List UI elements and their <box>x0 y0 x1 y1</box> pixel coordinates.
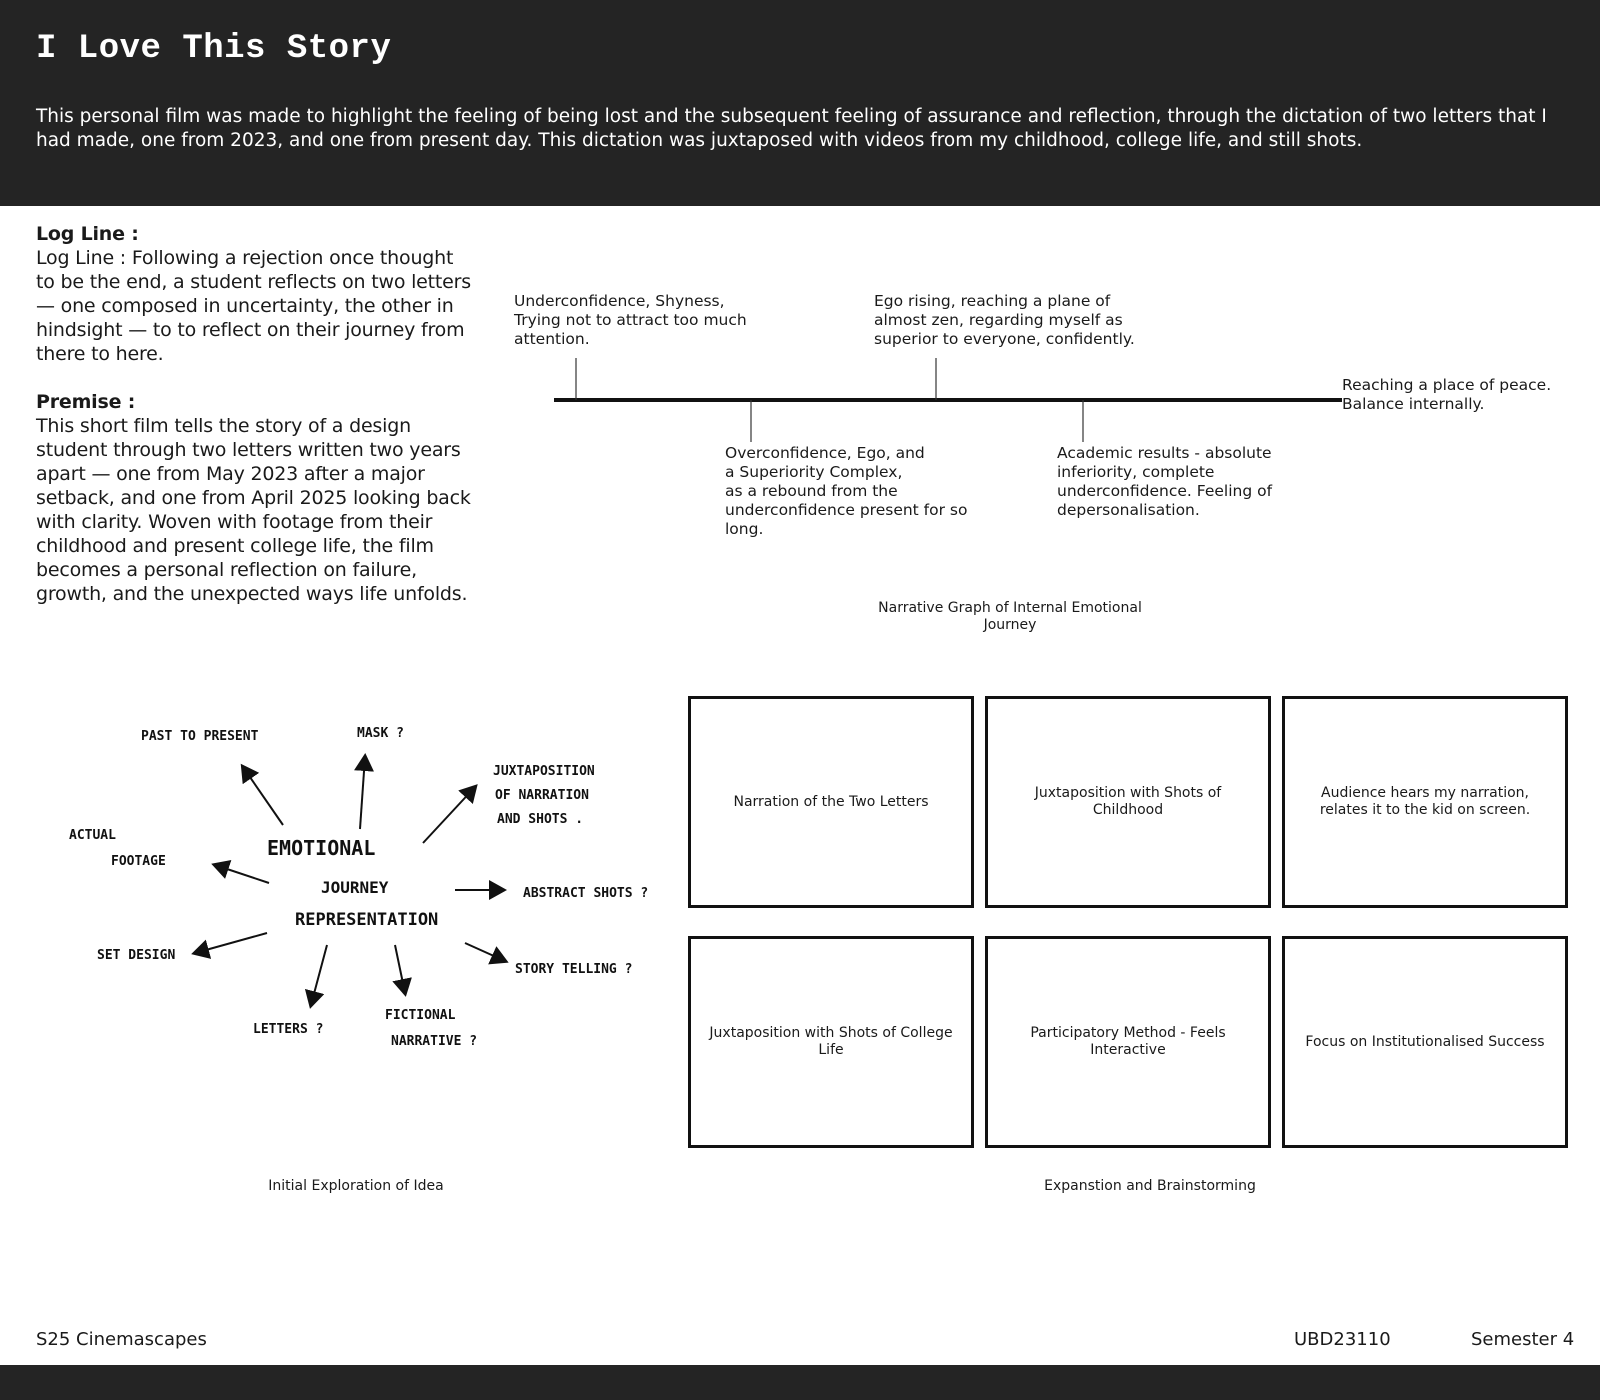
footer-id: UBD23110 <box>1294 1329 1391 1350</box>
brainstorm-grid <box>688 696 1570 1150</box>
footer-semester: Semester 4 <box>1471 1329 1575 1350</box>
mindmap-node: SET DESIGN <box>97 948 176 963</box>
log-line-text: Log Line : Following a rejection once thought to be the end, a student reflects on two letters — one composed in uncertainty, the other in hindsight — to to reflect on their journey from there to here. <box>36 247 471 365</box>
timeline-end-note: Reaching a place of peace. Balance internally. <box>1342 376 1552 413</box>
mindmap-node: FOOTAGE <box>111 854 166 869</box>
mindmap-arrow <box>311 945 327 1005</box>
story-description <box>36 222 476 606</box>
footer-course: S25 Cinemascapes <box>36 1329 207 1350</box>
timeline-note: Ego rising, reaching a plane of almost zen, regarding myself as superior to everyone, confidently. <box>874 292 1135 348</box>
mindmap-arrow <box>215 865 269 883</box>
mindmap-center-line: EMOTIONAL <box>267 836 376 860</box>
mindmap-arrow <box>395 945 405 993</box>
timeline-note: Overconfidence, Ego, and a Superiority Complex, as a rebound from the underconfidence present for so long. <box>725 444 968 538</box>
brainstorm-card: Audience hears my narration, relates it to the kid on screen. <box>1282 696 1568 908</box>
header-band <box>0 0 1600 206</box>
mindmap-arrow <box>195 933 267 953</box>
timeline-note: Underconfidence, Shyness, Trying not to attract too much attention. <box>514 292 747 348</box>
mindmap-node: OF NARRATION <box>495 788 589 803</box>
mindmap-node: STORY TELLING ? <box>515 962 633 977</box>
brainstorm-card: Narration of the Two Letters <box>688 696 974 908</box>
mindmap-node: JUXTAPOSITION <box>493 764 595 779</box>
premise-text: This short film tells the story of a design student through two letters written two years apart — one from May 2023 after a major setback, and one from April 2025 looking back with clarity. Woven with footage from their childhood and present college life, the film becomes a personal reflection on failure, growth, and the unexpected ways life unfolds. <box>36 415 471 605</box>
page-title: I Love This Story <box>36 30 392 68</box>
mindmap-node: FICTIONAL <box>385 1008 456 1023</box>
mindmap-arrow <box>423 787 475 843</box>
brainstorm-card: Focus on Institutionalised Success <box>1282 936 1568 1148</box>
mindmap-node: MASK ? <box>357 726 404 741</box>
brainstorm-card: Juxtaposition with Shots of Childhood <box>985 696 1271 908</box>
mindmap-arrow <box>465 943 505 961</box>
log-line-label: Log Line : <box>36 223 139 245</box>
brainstorm-card: Juxtaposition with Shots of College Life <box>688 936 974 1148</box>
mindmap-center-line: REPRESENTATION <box>295 910 439 930</box>
mindmap-node: AND SHOTS . <box>497 812 584 827</box>
footer-band <box>0 1365 1600 1400</box>
mind-map-sketch <box>55 715 675 1085</box>
timeline-caption: Narrative Graph of Internal Emotional Journey <box>878 600 1142 633</box>
intro-paragraph: This personal film was made to highlight the feeling of being lost and the subsequent feeling of assurance and reflection, through the dictation of two letters that I had made, one from 2023, and one from present day. This dictation was juxtaposed with videos from my childhood, college life, and still shots. <box>36 106 1547 151</box>
mindmap-arrow <box>243 767 283 825</box>
mindmap-arrow <box>360 757 365 829</box>
timeline-note: Academic results - absolute inferiority, complete underconfidence. Feeling of depersonalisation. <box>1057 444 1273 519</box>
brainstorm-caption: Expanstion and Brainstorming <box>1044 1178 1256 1194</box>
brainstorm-card: Participatory Method - Feels Interactive <box>985 936 1271 1148</box>
mindmap-node: ABSTRACT SHOTS ? <box>523 886 649 901</box>
mindmap-node: LETTERS ? <box>253 1022 324 1037</box>
premise-label: Premise : <box>36 391 136 413</box>
mindmap-node: NARRATIVE ? <box>391 1034 478 1049</box>
mindmap-node: PAST TO PRESENT <box>141 729 259 744</box>
mindmap-caption: Initial Exploration of Idea <box>268 1178 444 1194</box>
mindmap-center-line: JOURNEY <box>321 878 389 897</box>
mindmap-node: ACTUAL <box>69 828 116 843</box>
